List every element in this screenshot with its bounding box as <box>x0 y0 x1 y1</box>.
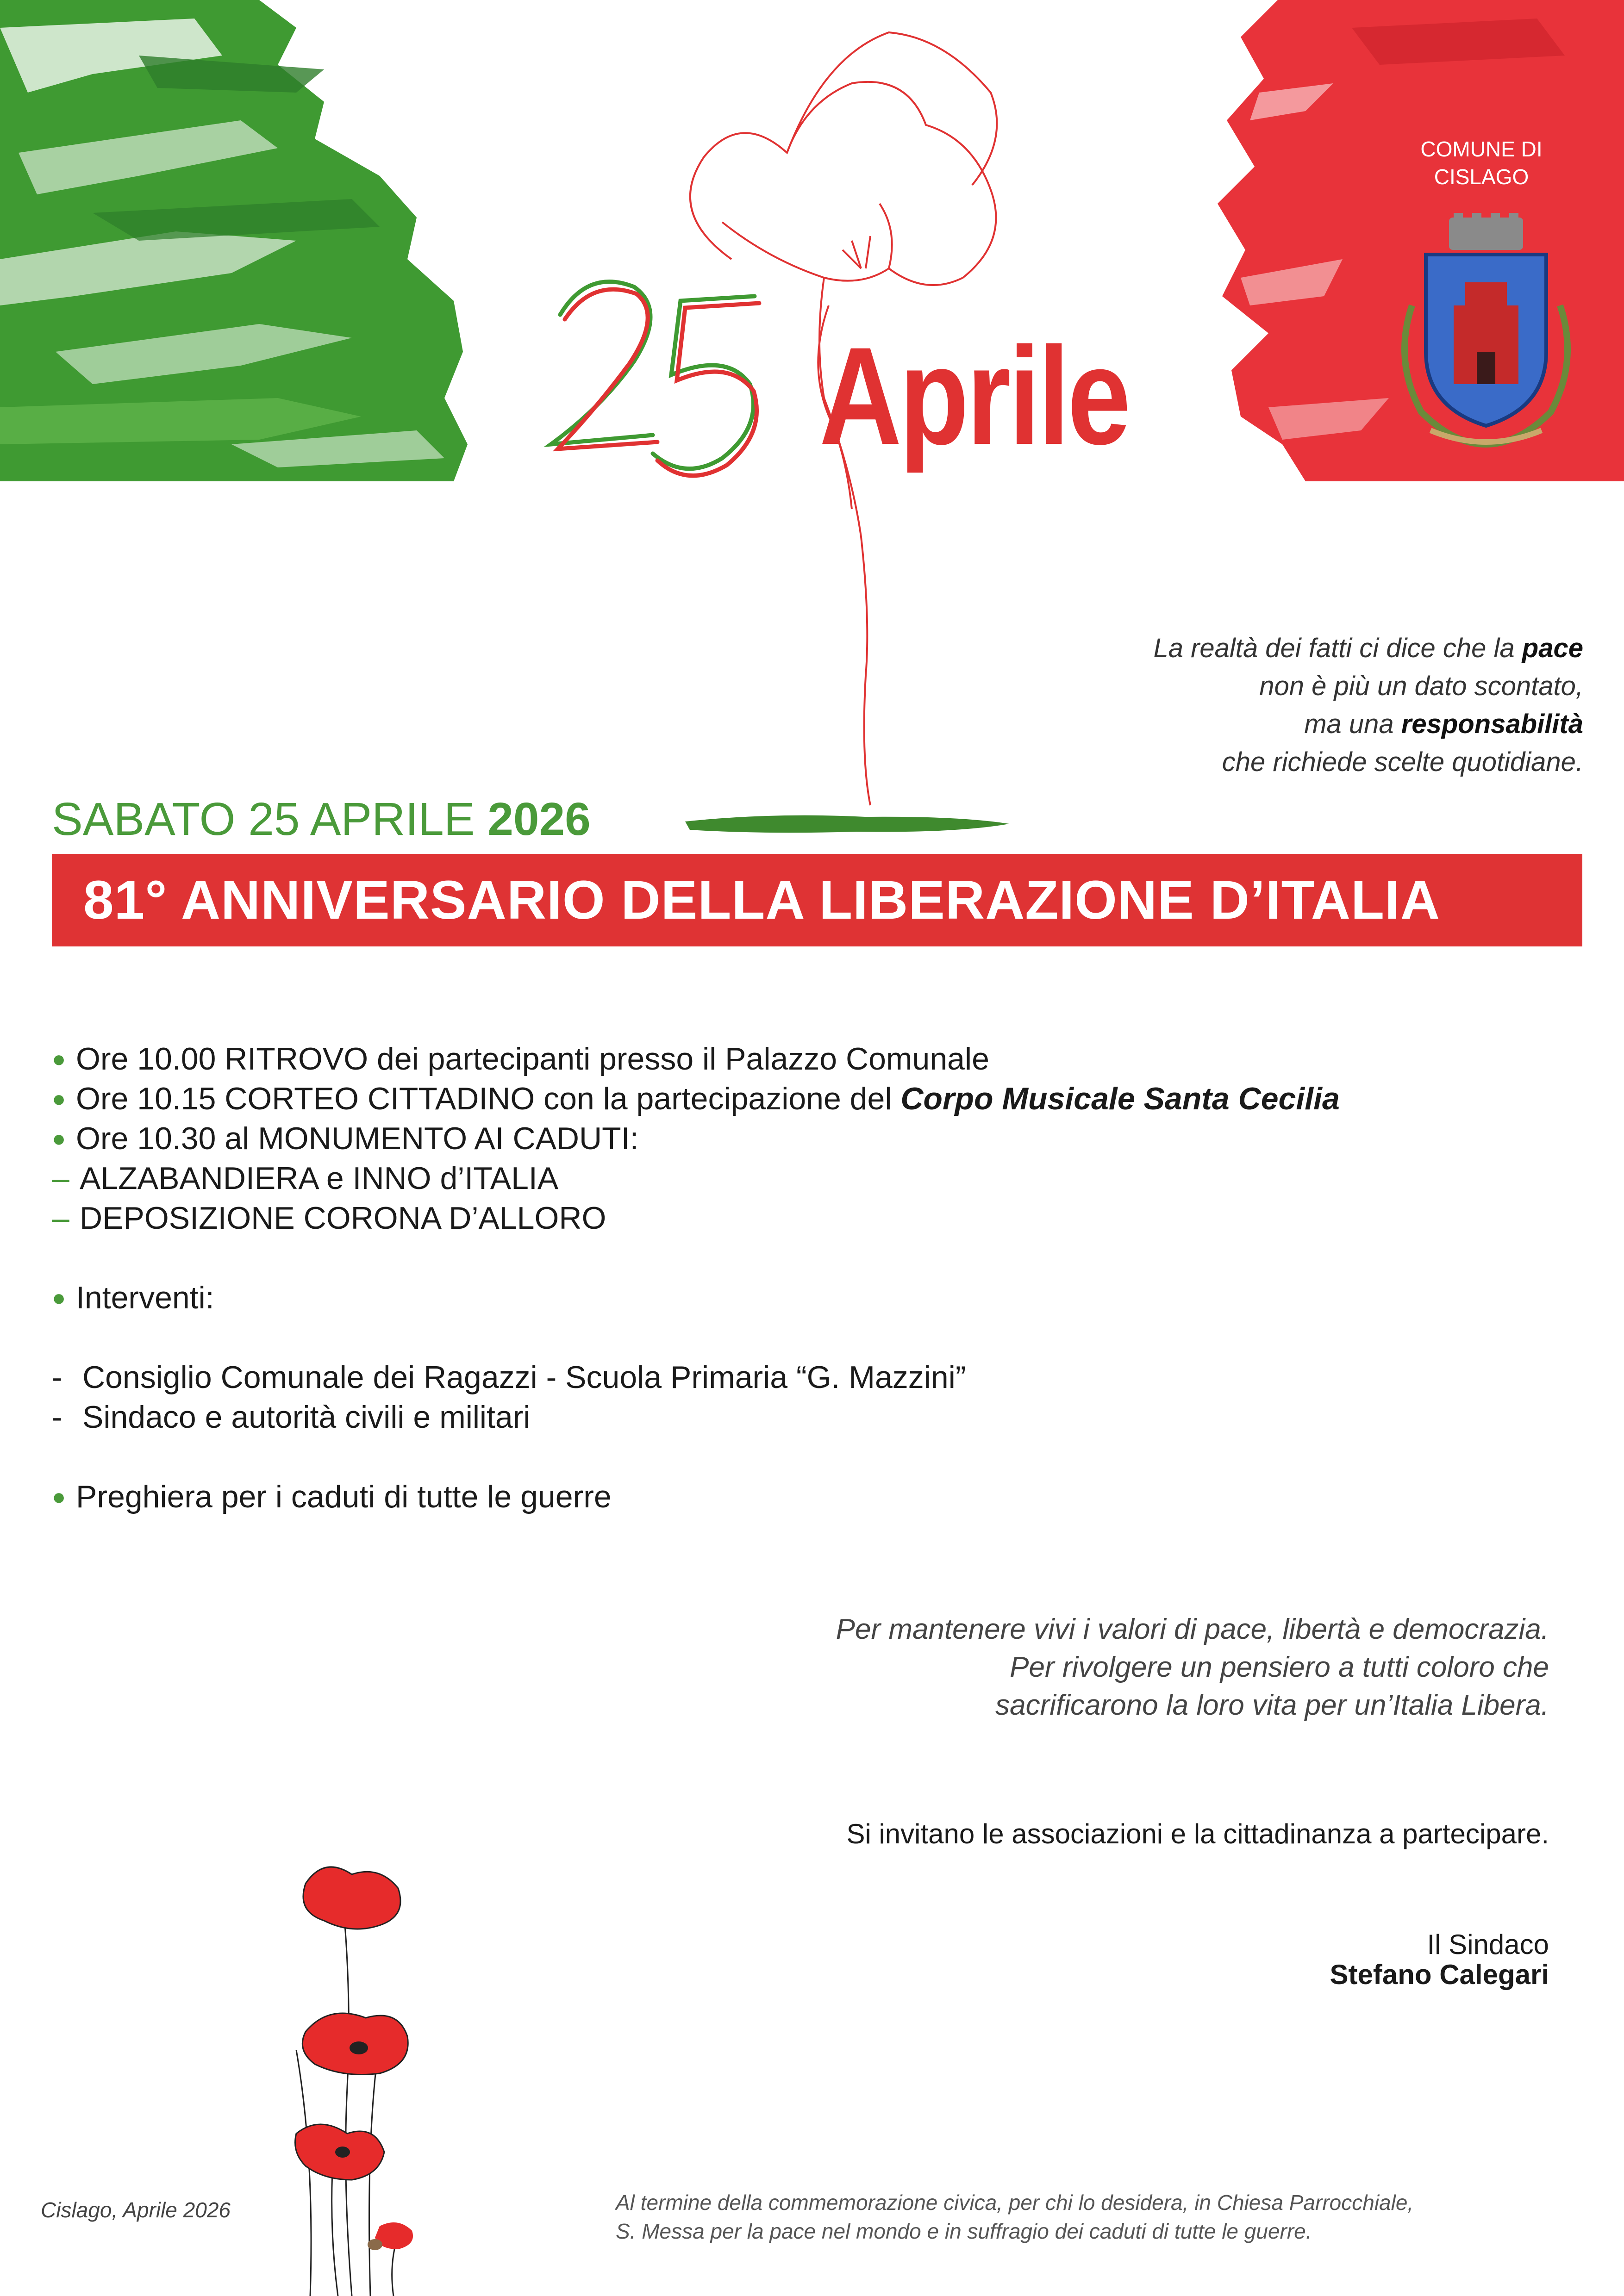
green-flag-brush <box>0 0 481 481</box>
event-date-text: SABATO 25 APRILE <box>52 793 488 845</box>
comune-line-1: COMUNE DI <box>1420 137 1543 161</box>
quote-bottom-line2: Per rivolgere un pensiero a tutti coloro che <box>1010 1651 1549 1683</box>
program-subitem-text: Consiglio Comunale dei Ragazzi - Scuola Primaria “G. Mazzini” <box>82 1360 966 1395</box>
program-list <box>52 1039 1580 1517</box>
quote-top-line1: La realtà dei fatti ci dice che la <box>1153 633 1522 663</box>
program-item-text: Ore 10.15 CORTEO CITTADINO con la partecipazione del <box>76 1081 901 1116</box>
quote-bottom-line1: Per mantenere vivi i valori di pace, libertà e democrazia. <box>836 1613 1549 1645</box>
title-number-25 <box>532 259 810 518</box>
program-item <box>52 1119 1580 1158</box>
bullet-icon: ● <box>52 1086 66 1112</box>
event-year: 2026 <box>487 793 591 845</box>
dash-icon: - <box>52 1360 62 1395</box>
event-date <box>52 787 591 852</box>
program-item <box>52 1477 1580 1517</box>
dash-icon: – <box>52 1201 69 1236</box>
program-subitem <box>52 1198 1580 1238</box>
bullet-icon: ● <box>52 1126 66 1152</box>
dash-icon: – <box>52 1161 69 1196</box>
quote-top <box>880 629 1583 781</box>
footer-note <box>616 2188 1588 2246</box>
footer-note-line2: S. Messa per la pace nel mondo e in suffragio dei caduti di tutte le guerre. <box>616 2219 1312 2243</box>
program-subitem <box>52 1357 1580 1397</box>
quote-top-line2: non è più un dato scontato, <box>1259 671 1583 701</box>
quote-top-responsabilita: responsabilità <box>1401 709 1583 739</box>
footer-note-line1: Al termine della commemorazione civica, per chi lo desidera, in Chiesa Parrocchiale, <box>616 2190 1414 2215</box>
dash-icon: - <box>52 1400 62 1435</box>
bullet-icon: ● <box>52 1046 66 1072</box>
comune-line-2: CISLAGO <box>1434 165 1529 189</box>
program-item <box>52 1278 1580 1318</box>
program-subitem-text: ALZABANDIERA e INNO d’ITALIA <box>80 1161 559 1196</box>
title-aprile: Aprile <box>819 318 1129 473</box>
program-item <box>52 1039 1580 1079</box>
coat-of-arms-icon <box>1384 213 1588 454</box>
anniversary-banner <box>52 854 1582 946</box>
program-item-text: Ore 10.30 al MONUMENTO AI CADUTI: <box>76 1121 639 1156</box>
quote-top-line4: che richiede scelte quotidiane. <box>1222 747 1583 777</box>
place-date: Cislago, Aprile 2026 <box>41 2198 231 2222</box>
quote-bottom-line3: sacrificarono la loro vita per un’Italia Libera. <box>995 1689 1549 1721</box>
program-item-text: Interventi: <box>76 1280 214 1315</box>
quote-bottom <box>648 1611 1549 1724</box>
bullet-icon: ● <box>52 1484 66 1510</box>
program-item-emphasis: Corpo Musicale Santa Cecilia <box>900 1081 1340 1116</box>
program-subitem <box>52 1397 1580 1437</box>
quote-top-line3: ma una <box>1304 709 1401 739</box>
program-subitem-text: Sindaco e autorità civili e militari <box>82 1400 531 1435</box>
comune-label <box>1384 135 1579 191</box>
poppies-illustration-icon <box>259 1856 500 2296</box>
quote-top-pace: pace <box>1522 633 1583 663</box>
green-brush-stroke <box>681 808 1014 840</box>
program-item-text: Preghiera per i caduti di tutte le guerre <box>76 1479 612 1514</box>
program-item-text: Ore 10.00 RITROVO dei partecipanti presso il Palazzo Comunale <box>76 1041 989 1076</box>
program-subitem-text: DEPOSIZIONE CORONA D’ALLORO <box>80 1201 606 1236</box>
program-item <box>52 1079 1580 1119</box>
invitation-text: Si invitano le associazioni e la cittadinanza a partecipare. <box>846 1818 1549 1849</box>
program-subitem <box>52 1158 1580 1198</box>
signature-name: Stefano Calegari <box>1330 1959 1549 1990</box>
anniversary-title: 81° ANNIVERSARIO DELLA LIBERAZIONE D’ITALIA <box>83 870 1441 931</box>
bullet-icon: ● <box>52 1285 66 1311</box>
signature-role: Il Sindaco <box>1427 1929 1549 1960</box>
